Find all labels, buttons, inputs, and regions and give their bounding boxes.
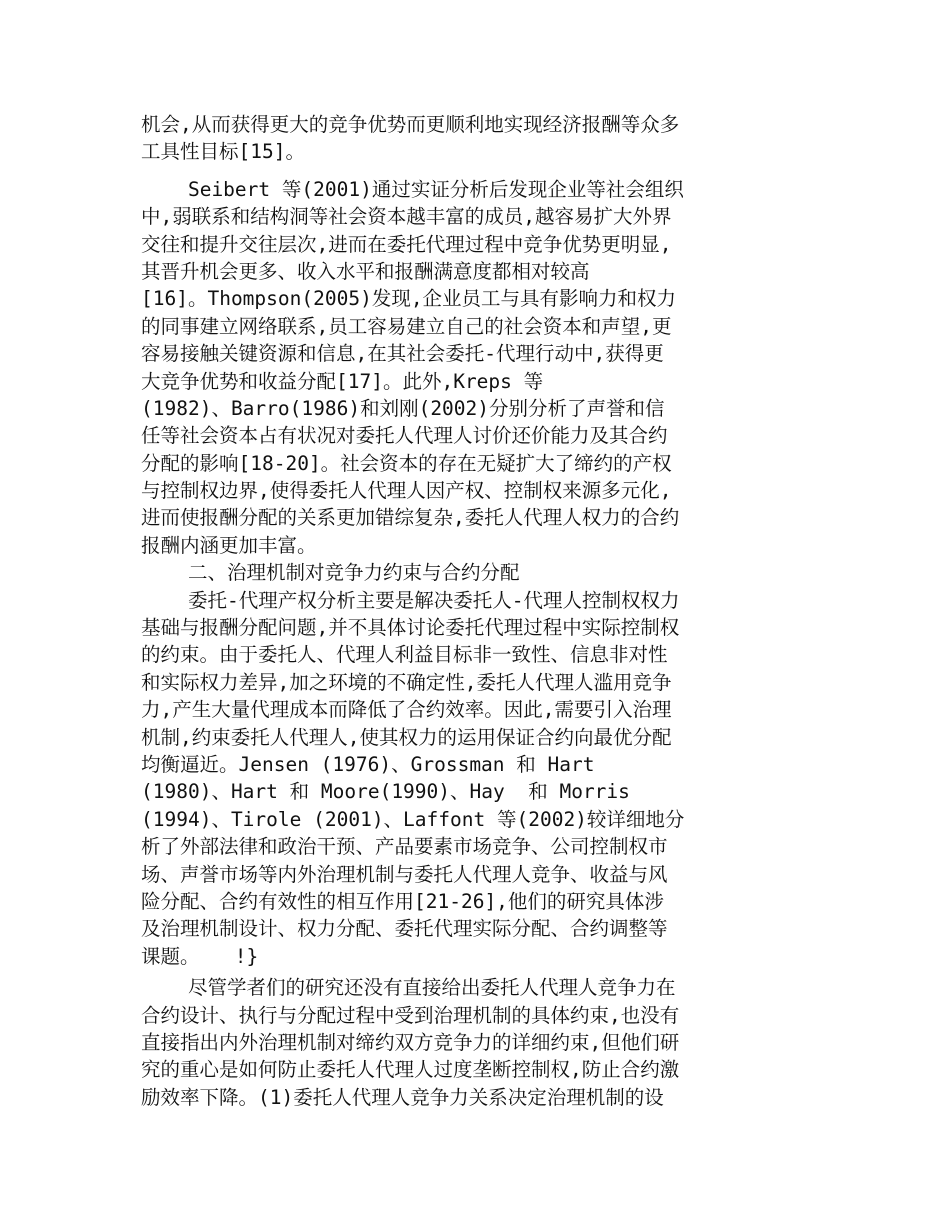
text-line: (1994)、Tirole (2001)、Laffont 等(2002)较详细地分 — [141, 807, 685, 831]
text-line: 基础与报酬分配问题,并不具体讨论委托代理过程中实际控制权 — [141, 616, 680, 640]
text-line: 和实际权力差异,加之环境的不确定性,委托人代理人滥用竞争 — [141, 670, 672, 694]
text-line: 合约设计、执行与分配过程中受到治理机制的具体约束,也没有 — [141, 1003, 680, 1027]
section-heading: 二、治理机制对竞争力约束与合约分配 — [141, 561, 520, 585]
text-line: 究的重心是如何防止委托人代理人过度垄断控制权,防止合约激 — [141, 1058, 680, 1082]
text-line: 其晋升机会更多、收入水平和报酬满意度都相对较高 — [141, 259, 590, 283]
text-line: 的约束。由于委托人、代理人利益目标非一致性、信息非对性 — [141, 643, 668, 667]
text-line: 场、声誉市场等内外治理机制与委托人代理人竞争、收益与风 — [141, 862, 668, 886]
paragraph-gap — [141, 166, 751, 176]
body-text — [141, 111, 751, 1111]
text-line: 机制,约束委托人代理人,使其权力的运用保证合约向最优分配 — [141, 725, 672, 749]
text-line: 尽管学者们的研究还没有直接给出委托人代理人竞争力在 — [141, 976, 676, 1000]
text-line: 力,产生大量代理成本而降低了合约效率。因此,需要引入治理 — [141, 698, 672, 722]
text-line: (1980)、Hart 和 Moore(1990)、Hay 和 Morris — [141, 780, 630, 804]
text-line: 交往和提升交往层次,进而在委托代理过程中竞争优势更明显, — [141, 232, 672, 256]
text-line: [16]。Thompson(2005)发现,企业员工与具有影响力和权力 — [141, 287, 677, 311]
text-line: 析了外部法律和政治干预、产品要素市场竞争、公司控制权市 — [141, 835, 668, 859]
text-line: 容易接触关键资源和信息,在其社会委托-代理行动中,获得更 — [141, 342, 664, 366]
text-line: 与控制权边界,使得委托人代理人因产权、控制权来源多元化, — [141, 479, 672, 503]
text-line: 均衡逼近。Jensen (1976)、Grossman 和 Hart — [141, 752, 595, 776]
text-line: 工具性目标[15]。 — [141, 140, 305, 164]
text-line: 分配的影响[18-20]。社会资本的存在无疑扩大了缔约的产权 — [141, 451, 672, 475]
text-line: 任等社会资本占有状况对委托人代理人讨价还价能力及其合约 — [141, 424, 668, 448]
text-line: 机会,从而获得更大的竞争优势而更顺利地实现经济报酬等众多 — [141, 113, 680, 136]
text-line: Seibert 等(2001)通过实证分析后发现企业等社会组织 — [141, 177, 684, 201]
text-line: (1982)、Barro(1986)和刘刚(2002)分别分析了声誉和信 — [141, 396, 665, 420]
text-line: 课题。 !} — [141, 944, 259, 968]
text-line: 中,弱联系和结构洞等社会资本越丰富的成员,越容易扩大外界 — [141, 205, 672, 229]
text-line: 直接指出内外治理机制对缔约双方竞争力的详细约束,但他们研 — [141, 1030, 680, 1054]
text-line: 励效率下降。(1)委托人代理人竞争力关系决定治理机制的设 — [141, 1085, 664, 1109]
text-line: 险分配、合约有效性的相互作用[21-26],他们的研究具体涉 — [141, 889, 664, 913]
text-line: 委托-代理产权分析主要是解决委托人-代理人控制权权力 — [141, 588, 680, 612]
text-line: 及治理机制设计、权力分配、委托代理实际分配、合约调整等 — [141, 917, 668, 941]
text-line: 进而使报酬分配的关系更加错综复杂,委托人代理人权力的合约 — [141, 506, 680, 530]
text-line: 的同事建立网络联系,员工容易建立自己的社会资本和声望,更 — [141, 314, 672, 338]
text-line: 报酬内涵更加丰富。 — [141, 533, 317, 557]
text-line: 大竞争优势和收益分配[17]。此外,Kreps 等 — [141, 369, 544, 393]
